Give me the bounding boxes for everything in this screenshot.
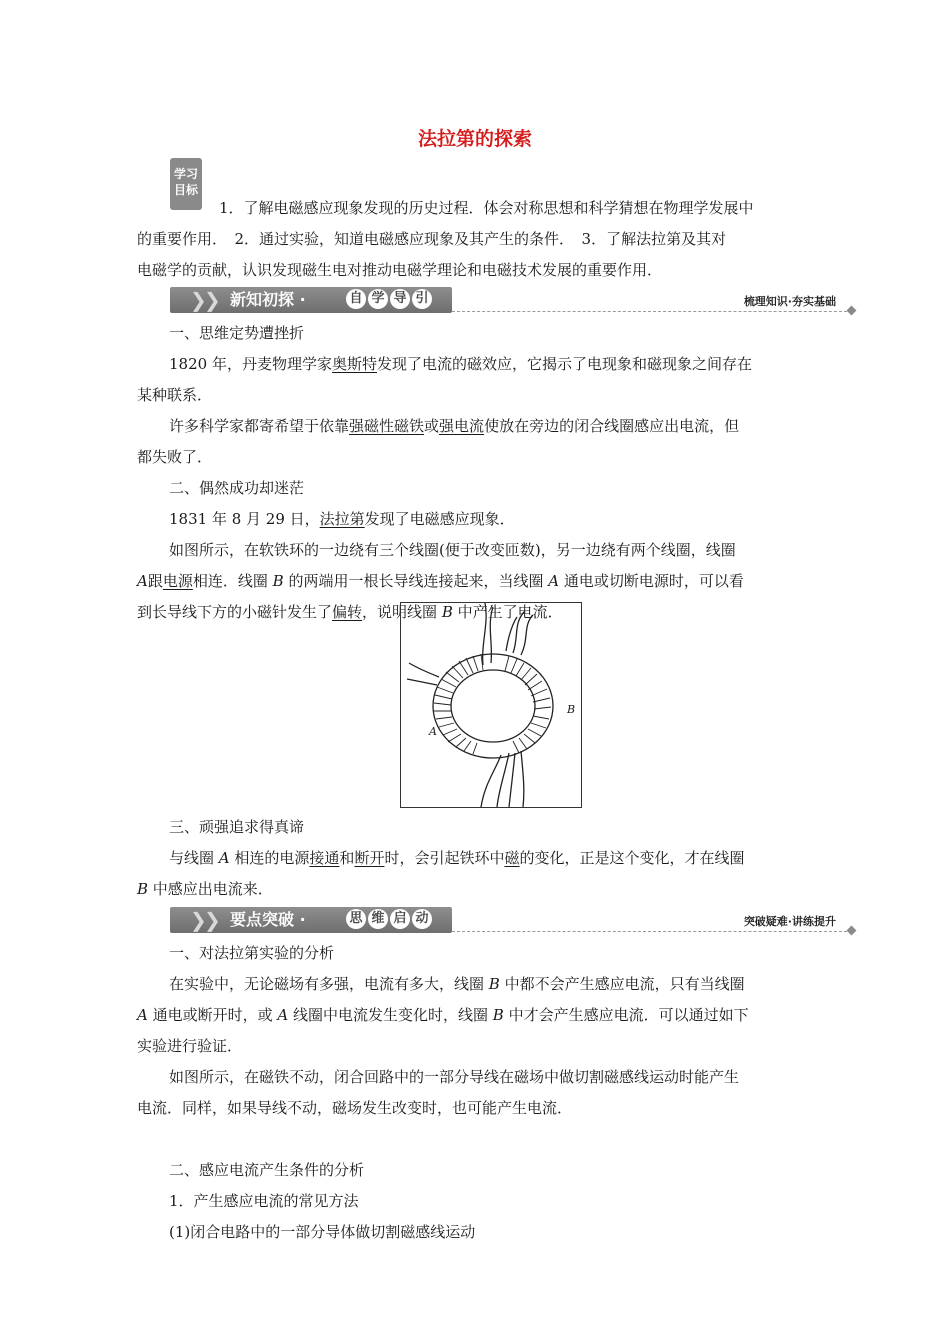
heading: 一、对法拉第实验的分析 — [169, 944, 335, 962]
heading: 一、思维定势遭挫折 — [169, 324, 305, 342]
banner-subtitle: 梳理知识·夯实基础 — [743, 295, 836, 308]
spacer — [137, 1124, 817, 1155]
banner-circle-char: 导 — [390, 289, 410, 309]
chevron-icon: ❯ — [204, 288, 221, 312]
tag-line-2: 目标 — [173, 183, 198, 197]
banner-title: 新知初探 — [230, 290, 295, 309]
paragraph-cont: 电流．同样，如果导线不动，磁场发生改变时，也可能产生电流． — [137, 1099, 573, 1117]
tag-line-1: 学习 — [173, 167, 198, 181]
section-key-points — [137, 938, 817, 1248]
paragraph: 如图所示，在磁铁不动，闭合回路中的一部分导线在磁场中做切割磁感线运动时能产生 — [169, 1068, 740, 1086]
chevron-icon: ❯ — [190, 908, 207, 932]
chevron-icon: ❯ — [190, 288, 207, 312]
paragraph: 1820 年，丹麦物理学家奥斯特发现了电流的磁效应，它揭示了电现象和磁现象之间存在 — [169, 355, 752, 373]
banner-circle-char: 思 — [346, 909, 366, 929]
goal-line: 的重要作用． 2．通过实验，知道电磁感应现象及其产生的条件． 3．了解法拉第及其对 — [137, 230, 727, 248]
heading: 二、感应电流产生条件的分析 — [169, 1161, 365, 1179]
paragraph-cont: A 通电或断开时，或 A 线圈中电流发生变化时，线圈 B 中才会产生感应电流．可以通过如下 — [137, 1006, 749, 1024]
list-item: (1)闭合电路中的一部分导体做切割磁感线运动 — [169, 1223, 476, 1241]
banner-circle-char: 引 — [412, 289, 432, 309]
section-banner-key-points — [170, 907, 860, 935]
section-new-knowledge — [137, 318, 817, 628]
diamond-icon — [847, 306, 857, 316]
paragraph-cont: 某种联系． — [137, 386, 213, 404]
paragraph-cont: B 中感应出电流来． — [137, 880, 273, 898]
banner-circle-char: 启 — [390, 909, 410, 929]
faraday-ring-figure — [400, 602, 582, 808]
banner-circle-char: 动 — [412, 909, 432, 929]
paragraph: 许多科学家都寄希望于依靠强磁性磁铁或强电流使放在旁边的闭合线圈感应出电流，但 — [169, 417, 740, 435]
section-persistence — [137, 812, 817, 905]
label-b: B — [567, 703, 576, 716]
list-item: 1．产生感应电流的常见方法 — [169, 1192, 359, 1210]
iron-ring-drawing — [401, 603, 581, 807]
banner-title: 要点突破 — [230, 910, 295, 929]
paragraph: 在实验中，无论磁场有多强，电流有多大，线圈 B 中都不会产生感应电流，只有当线圈 — [169, 975, 745, 993]
paragraph-cont: A跟电源相连．线圈 B 的两端用一根长导线连接起来，当线圈 A 通电或切断电源时，可以看 — [137, 572, 744, 590]
paragraph: 1831 年 8 月 29 日，法拉第发现了电磁感应现象． — [169, 510, 515, 528]
banner-circle-char: 自 — [346, 289, 366, 309]
paragraph: 如图所示，在软铁环的一边绕有三个线圈(便于改变匝数)，另一边绕有两个线圈，线圈 — [169, 541, 736, 559]
page-title: 法拉第的探索 — [417, 128, 532, 150]
goal-line: 1．了解电磁感应现象发现的历史过程．体会对称思想和科学猜想在物理学发展中 — [219, 199, 754, 217]
heading: 三、顽强追求得真谛 — [169, 818, 305, 836]
paragraph-cont: 都失败了． — [137, 448, 213, 466]
heading: 二、偶然成功却迷茫 — [169, 479, 305, 497]
learning-goals — [137, 193, 817, 286]
paragraph-cont: 实验进行验证． — [137, 1037, 243, 1055]
diamond-icon — [847, 926, 857, 936]
banner-circle-char: 维 — [368, 909, 388, 929]
banner-dot: · — [299, 290, 306, 309]
paragraph: 与线圈 A 相连的电源接通和断开时，会引起铁环中磁的变化，正是这个变化，才在线圈 — [169, 849, 745, 867]
goal-line: 电磁学的贡献，认识发现磁生电对推动电磁学理论和电磁技术发展的重要作用． — [137, 261, 663, 279]
banner-subtitle: 突破疑难·讲练提升 — [743, 915, 836, 928]
banner-dot: · — [299, 910, 306, 929]
chevron-icon: ❯ — [204, 908, 221, 932]
section-banner-new-knowledge — [170, 287, 860, 315]
banner-circle-char: 学 — [368, 289, 388, 309]
paragraph-cont: 到长导线下方的小磁针发生了偏转，说明线圈 B 中产生了电流． — [137, 603, 563, 621]
label-a: A — [429, 725, 437, 738]
